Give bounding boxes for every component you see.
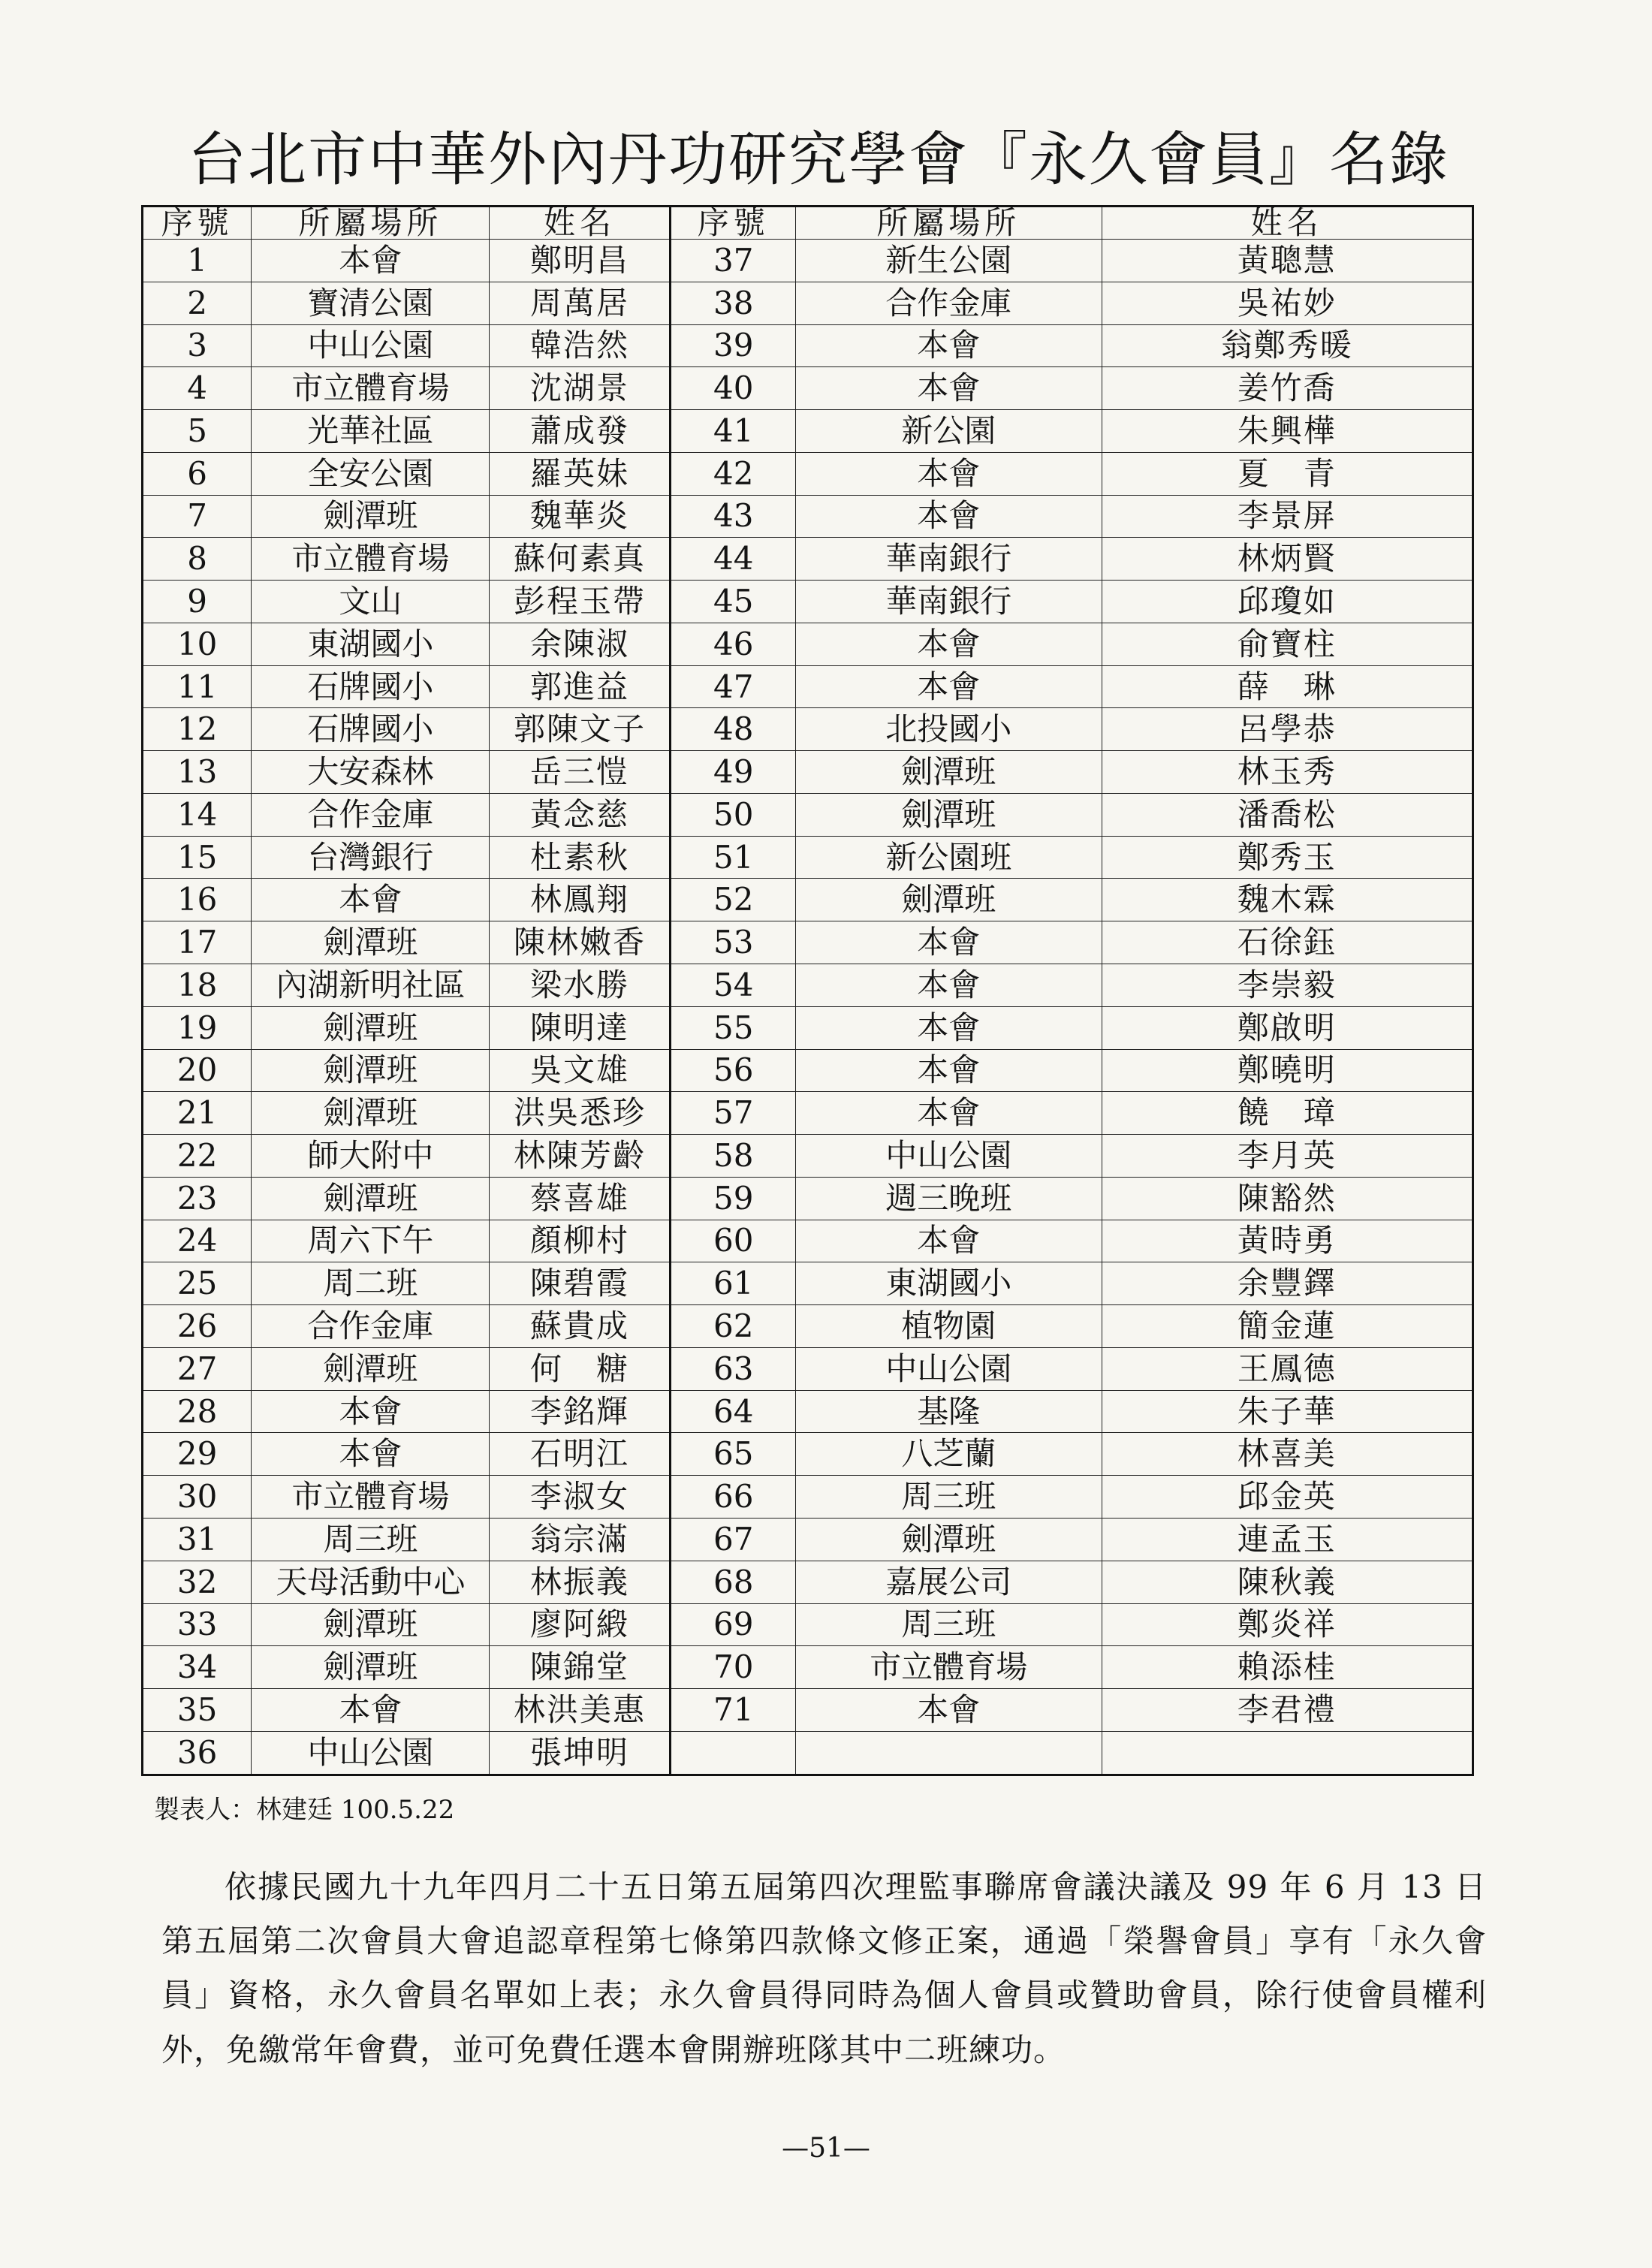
table-row <box>143 1390 1473 1433</box>
venue-cell: 大安森林 <box>252 751 490 794</box>
serial-cell: 5 <box>143 410 252 453</box>
serial-cell: 12 <box>143 708 252 751</box>
serial-cell: 31 <box>143 1518 252 1561</box>
member-name-cell: 林鳳翔 <box>490 879 671 921</box>
venue-cell: 周三班 <box>796 1476 1102 1519</box>
table-row <box>143 1433 1473 1476</box>
serial-cell: 39 <box>671 324 796 367</box>
serial-cell: 4 <box>143 367 252 410</box>
member-name-cell: 鄭啟明 <box>1102 1006 1473 1049</box>
member-name-cell: 連孟玉 <box>1102 1518 1473 1561</box>
serial-cell: 45 <box>671 581 796 623</box>
serial-cell: 7 <box>143 495 252 538</box>
serial-cell <box>671 1731 796 1775</box>
member-name-cell: 李崇毅 <box>1102 964 1473 1007</box>
member-name-cell: 余陳淑 <box>490 623 671 665</box>
serial-cell: 29 <box>143 1433 252 1476</box>
member-name-cell: 郭進益 <box>490 665 671 708</box>
member-name-cell: 吳文雄 <box>490 1049 671 1092</box>
venue-cell: 劍潭班 <box>252 1006 490 1049</box>
serial-cell: 54 <box>671 964 796 1007</box>
table-row <box>143 452 1473 495</box>
header-name-right: 姓名 <box>1102 207 1473 240</box>
venue-cell: 周三班 <box>796 1603 1102 1646</box>
member-name-cell: 王鳳德 <box>1102 1347 1473 1390</box>
serial-cell: 51 <box>671 836 796 879</box>
member-name-cell: 余豐鐸 <box>1102 1262 1473 1305</box>
venue-cell: 劍潭班 <box>252 495 490 538</box>
venue-cell: 本會 <box>796 324 1102 367</box>
serial-cell: 3 <box>143 324 252 367</box>
venue-cell: 劍潭班 <box>796 793 1102 836</box>
serial-cell: 9 <box>143 581 252 623</box>
venue-cell: 劍潭班 <box>252 1177 490 1220</box>
member-name-cell: 杜素秋 <box>490 836 671 879</box>
venue-cell: 全安公園 <box>252 452 490 495</box>
venue-cell: 光華社區 <box>252 410 490 453</box>
serial-cell: 68 <box>671 1561 796 1603</box>
member-name-cell: 洪吳悉珍 <box>490 1092 671 1135</box>
venue-cell: 本會 <box>252 1433 490 1476</box>
serial-cell: 70 <box>671 1646 796 1689</box>
venue-cell: 新公園 <box>796 410 1102 453</box>
serial-cell: 60 <box>671 1220 796 1262</box>
table-row <box>143 665 1473 708</box>
venue-cell: 本會 <box>796 1689 1102 1732</box>
serial-cell: 21 <box>143 1092 252 1135</box>
table-row <box>143 1731 1473 1775</box>
venue-cell: 市立體育場 <box>796 1646 1102 1689</box>
venue-cell: 本會 <box>796 367 1102 410</box>
member-name-cell: 李淑女 <box>490 1476 671 1519</box>
member-name-cell: 黃時勇 <box>1102 1220 1473 1262</box>
serial-cell: 42 <box>671 452 796 495</box>
serial-cell: 53 <box>671 921 796 964</box>
member-name-cell: 彭程玉帶 <box>490 581 671 623</box>
serial-cell: 23 <box>143 1177 252 1220</box>
table-row <box>143 1049 1473 1092</box>
venue-cell: 北投國小 <box>796 708 1102 751</box>
member-name-cell <box>1102 1731 1473 1775</box>
serial-cell: 69 <box>671 1603 796 1646</box>
venue-cell: 中山公園 <box>796 1135 1102 1178</box>
venue-cell: 周二班 <box>252 1262 490 1305</box>
member-name-cell: 陳碧霞 <box>490 1262 671 1305</box>
member-name-cell: 何 糖 <box>490 1347 671 1390</box>
venue-cell: 八芝蘭 <box>796 1433 1102 1476</box>
table-row <box>143 324 1473 367</box>
member-name-cell: 邱金英 <box>1102 1476 1473 1519</box>
table-credit: 製表人：林建廷 100.5.22 <box>154 1795 455 1825</box>
venue-cell: 本會 <box>796 1092 1102 1135</box>
member-name-cell: 石明江 <box>490 1433 671 1476</box>
member-name-cell: 簡金蓮 <box>1102 1305 1473 1348</box>
member-name-cell: 廖阿緞 <box>490 1603 671 1646</box>
table-row <box>143 1135 1473 1178</box>
table-row <box>143 921 1473 964</box>
table-row <box>143 1646 1473 1689</box>
serial-cell: 28 <box>143 1390 252 1433</box>
member-name-cell: 魏木霖 <box>1102 879 1473 921</box>
serial-cell: 17 <box>143 921 252 964</box>
venue-cell: 周三班 <box>252 1518 490 1561</box>
venue-cell: 中山公園 <box>796 1347 1102 1390</box>
member-name-cell: 蕭成發 <box>490 410 671 453</box>
member-roster-table <box>141 205 1474 1776</box>
member-name-cell: 沈湖景 <box>490 367 671 410</box>
member-name-cell: 林玉秀 <box>1102 751 1473 794</box>
serial-cell: 11 <box>143 665 252 708</box>
member-name-cell: 俞寶柱 <box>1102 623 1473 665</box>
table-row <box>143 1561 1473 1603</box>
table-row <box>143 1518 1473 1561</box>
header-serial-left: 序號 <box>143 207 252 240</box>
member-name-cell: 顏柳村 <box>490 1220 671 1262</box>
serial-cell: 48 <box>671 708 796 751</box>
venue-cell: 東湖國小 <box>252 623 490 665</box>
member-name-cell: 李月英 <box>1102 1135 1473 1178</box>
serial-cell: 38 <box>671 282 796 324</box>
serial-cell: 18 <box>143 964 252 1007</box>
venue-cell: 嘉展公司 <box>796 1561 1102 1603</box>
venue-cell: 劍潭班 <box>252 921 490 964</box>
member-name-cell: 邱瓊如 <box>1102 581 1473 623</box>
member-name-cell: 魏華炎 <box>490 495 671 538</box>
venue-cell: 本會 <box>796 1220 1102 1262</box>
serial-cell: 40 <box>671 367 796 410</box>
table-row <box>143 708 1473 751</box>
serial-cell: 26 <box>143 1305 252 1348</box>
serial-cell: 25 <box>143 1262 252 1305</box>
serial-cell: 67 <box>671 1518 796 1561</box>
member-name-cell: 林陳芳齡 <box>490 1135 671 1178</box>
member-name-cell: 蘇何素真 <box>490 538 671 581</box>
venue-cell: 台灣銀行 <box>252 836 490 879</box>
venue-cell: 新公園班 <box>796 836 1102 879</box>
member-name-cell: 林振義 <box>490 1561 671 1603</box>
member-name-cell: 陳明達 <box>490 1006 671 1049</box>
member-name-cell: 張坤明 <box>490 1731 671 1775</box>
header-venue-right: 所屬場所 <box>796 207 1102 240</box>
member-name-cell: 翁鄭秀暖 <box>1102 324 1473 367</box>
venue-cell: 本會 <box>252 1390 490 1433</box>
serial-cell: 63 <box>671 1347 796 1390</box>
member-name-cell: 黃聰慧 <box>1102 240 1473 282</box>
member-name-cell: 鄭炎祥 <box>1102 1603 1473 1646</box>
table-row <box>143 1006 1473 1049</box>
serial-cell: 52 <box>671 879 796 921</box>
header-venue-left: 所屬場所 <box>252 207 490 240</box>
member-name-cell: 薛 琳 <box>1102 665 1473 708</box>
member-name-cell: 李景屏 <box>1102 495 1473 538</box>
venue-cell: 合作金庫 <box>796 282 1102 324</box>
page-title: 台北市中華外內丹功研究學會『永久會員』名錄 <box>187 126 1449 194</box>
venue-cell: 本會 <box>796 1049 1102 1092</box>
serial-cell: 43 <box>671 495 796 538</box>
serial-cell: 8 <box>143 538 252 581</box>
serial-cell: 14 <box>143 793 252 836</box>
serial-cell: 37 <box>671 240 796 282</box>
venue-cell: 石牌國小 <box>252 665 490 708</box>
venue-cell: 中山公園 <box>252 324 490 367</box>
table-row <box>143 1305 1473 1348</box>
venue-cell: 周六下午 <box>252 1220 490 1262</box>
table-row <box>143 1476 1473 1519</box>
table-row <box>143 1603 1473 1646</box>
serial-cell: 65 <box>671 1433 796 1476</box>
serial-cell: 22 <box>143 1135 252 1178</box>
table-row <box>143 623 1473 665</box>
header-serial-right: 序號 <box>671 207 796 240</box>
serial-cell: 32 <box>143 1561 252 1603</box>
member-name-cell: 林喜美 <box>1102 1433 1473 1476</box>
venue-cell: 本會 <box>796 964 1102 1007</box>
table-row <box>143 836 1473 879</box>
header-name-left: 姓名 <box>490 207 671 240</box>
serial-cell: 56 <box>671 1049 796 1092</box>
serial-cell: 34 <box>143 1646 252 1689</box>
serial-cell: 46 <box>671 623 796 665</box>
member-name-cell: 鄭秀玉 <box>1102 836 1473 879</box>
page-number: —51— <box>782 2133 870 2164</box>
table-row <box>143 495 1473 538</box>
member-name-cell: 吳祐妙 <box>1102 282 1473 324</box>
serial-cell: 64 <box>671 1390 796 1433</box>
venue-cell: 華南銀行 <box>796 581 1102 623</box>
serial-cell: 20 <box>143 1049 252 1092</box>
serial-cell: 59 <box>671 1177 796 1220</box>
serial-cell: 66 <box>671 1476 796 1519</box>
member-name-cell: 陳林嫩香 <box>490 921 671 964</box>
member-name-cell: 呂學恭 <box>1102 708 1473 751</box>
serial-cell: 1 <box>143 240 252 282</box>
table-row <box>143 1177 1473 1220</box>
member-name-cell: 陳錦堂 <box>490 1646 671 1689</box>
table-header-row <box>143 207 1473 240</box>
serial-cell: 41 <box>671 410 796 453</box>
table-row <box>143 282 1473 324</box>
venue-cell: 本會 <box>796 495 1102 538</box>
table-row <box>143 240 1473 282</box>
member-name-cell: 蘇貴成 <box>490 1305 671 1348</box>
member-name-cell: 林洪美惠 <box>490 1689 671 1732</box>
venue-cell: 市立體育場 <box>252 538 490 581</box>
member-name-cell: 朱興樺 <box>1102 410 1473 453</box>
table-row <box>143 581 1473 623</box>
venue-cell: 本會 <box>252 240 490 282</box>
venue-cell: 劍潭班 <box>252 1347 490 1390</box>
serial-cell: 35 <box>143 1689 252 1732</box>
member-name-cell: 翁宗滿 <box>490 1518 671 1561</box>
serial-cell: 10 <box>143 623 252 665</box>
venue-cell <box>796 1731 1102 1775</box>
venue-cell: 寶清公園 <box>252 282 490 324</box>
serial-cell: 57 <box>671 1092 796 1135</box>
serial-cell: 6 <box>143 452 252 495</box>
table-row <box>143 879 1473 921</box>
venue-cell: 本會 <box>796 921 1102 964</box>
serial-cell: 27 <box>143 1347 252 1390</box>
member-name-cell: 林炳賢 <box>1102 538 1473 581</box>
member-name-cell: 鄭曉明 <box>1102 1049 1473 1092</box>
venue-cell: 劍潭班 <box>252 1092 490 1135</box>
member-name-cell: 李銘輝 <box>490 1390 671 1433</box>
serial-cell: 61 <box>671 1262 796 1305</box>
member-name-cell: 陳秋義 <box>1102 1561 1473 1603</box>
venue-cell: 合作金庫 <box>252 1305 490 1348</box>
member-name-cell: 饒 璋 <box>1102 1092 1473 1135</box>
table-row <box>143 751 1473 794</box>
member-name-cell: 梁水勝 <box>490 964 671 1007</box>
venue-cell: 市立體育場 <box>252 367 490 410</box>
table-row <box>143 538 1473 581</box>
venue-cell: 東湖國小 <box>796 1262 1102 1305</box>
serial-cell: 58 <box>671 1135 796 1178</box>
venue-cell: 劍潭班 <box>252 1603 490 1646</box>
venue-cell: 劍潭班 <box>252 1049 490 1092</box>
roster-body <box>143 240 1473 1775</box>
venue-cell: 本會 <box>252 1689 490 1732</box>
member-name-cell: 朱子華 <box>1102 1390 1473 1433</box>
venue-cell: 劍潭班 <box>252 1646 490 1689</box>
serial-cell: 62 <box>671 1305 796 1348</box>
member-name-cell: 陳豁然 <box>1102 1177 1473 1220</box>
venue-cell: 中山公園 <box>252 1731 490 1775</box>
venue-cell: 新生公園 <box>796 240 1102 282</box>
table-row <box>143 410 1473 453</box>
member-name-cell: 羅英妹 <box>490 452 671 495</box>
member-name-cell: 賴添桂 <box>1102 1646 1473 1689</box>
venue-cell: 本會 <box>796 623 1102 665</box>
table-row <box>143 793 1473 836</box>
serial-cell: 71 <box>671 1689 796 1732</box>
table-row <box>143 1220 1473 1262</box>
table-row <box>143 1092 1473 1135</box>
venue-cell: 本會 <box>252 879 490 921</box>
venue-cell: 文山 <box>252 581 490 623</box>
venue-cell: 本會 <box>796 452 1102 495</box>
venue-cell: 合作金庫 <box>252 793 490 836</box>
venue-cell: 劍潭班 <box>796 1518 1102 1561</box>
serial-cell: 44 <box>671 538 796 581</box>
member-name-cell: 蔡喜雄 <box>490 1177 671 1220</box>
venue-cell: 師大附中 <box>252 1135 490 1178</box>
member-name-cell: 潘喬松 <box>1102 793 1473 836</box>
serial-cell: 49 <box>671 751 796 794</box>
member-name-cell: 夏 青 <box>1102 452 1473 495</box>
venue-cell: 基隆 <box>796 1390 1102 1433</box>
table-row <box>143 1262 1473 1305</box>
venue-cell: 週三晚班 <box>796 1177 1102 1220</box>
member-name-cell: 周萬居 <box>490 282 671 324</box>
venue-cell: 天母活動中心 <box>252 1561 490 1603</box>
table-row <box>143 964 1473 1007</box>
serial-cell: 2 <box>143 282 252 324</box>
member-name-cell: 黃念慈 <box>490 793 671 836</box>
serial-cell: 30 <box>143 1476 252 1519</box>
serial-cell: 47 <box>671 665 796 708</box>
venue-cell: 石牌國小 <box>252 708 490 751</box>
serial-cell: 16 <box>143 879 252 921</box>
serial-cell: 33 <box>143 1603 252 1646</box>
member-name-cell: 韓浩然 <box>490 324 671 367</box>
serial-cell: 15 <box>143 836 252 879</box>
venue-cell: 市立體育場 <box>252 1476 490 1519</box>
serial-cell: 13 <box>143 751 252 794</box>
member-name-cell: 姜竹喬 <box>1102 367 1473 410</box>
venue-cell: 植物園 <box>796 1305 1102 1348</box>
venue-cell: 本會 <box>796 1006 1102 1049</box>
serial-cell: 50 <box>671 793 796 836</box>
notice-paragraph: 依據民國九十九年四月二十五日第五屆第四次理監事聯席會議決議及 99 年 6 月 13 日第五屆第二次會員大會追認章程第七條第四款條文修正案，通過「榮譽會員」享有「永久會員」資格，永久會員名單如上表；永久會員得同時為個人會員或贊助會員，除行使會員權利外，免繳常年會費，並可免費任選本會開辦班隊其中二班練功。 <box>161 1868 1487 2068</box>
venue-cell: 本會 <box>796 665 1102 708</box>
venue-cell: 劍潭班 <box>796 751 1102 794</box>
venue-cell: 華南銀行 <box>796 538 1102 581</box>
venue-cell: 內湖新明社區 <box>252 964 490 1007</box>
table-row <box>143 367 1473 410</box>
serial-cell: 55 <box>671 1006 796 1049</box>
serial-cell: 36 <box>143 1731 252 1775</box>
member-name-cell: 岳三愷 <box>490 751 671 794</box>
member-name-cell: 李君禮 <box>1102 1689 1473 1732</box>
member-name-cell: 鄭明昌 <box>490 240 671 282</box>
serial-cell: 24 <box>143 1220 252 1262</box>
member-name-cell: 郭陳文子 <box>490 708 671 751</box>
serial-cell: 19 <box>143 1006 252 1049</box>
member-name-cell: 石徐鈺 <box>1102 921 1473 964</box>
venue-cell: 劍潭班 <box>796 879 1102 921</box>
table-row <box>143 1347 1473 1390</box>
table-row <box>143 1689 1473 1732</box>
